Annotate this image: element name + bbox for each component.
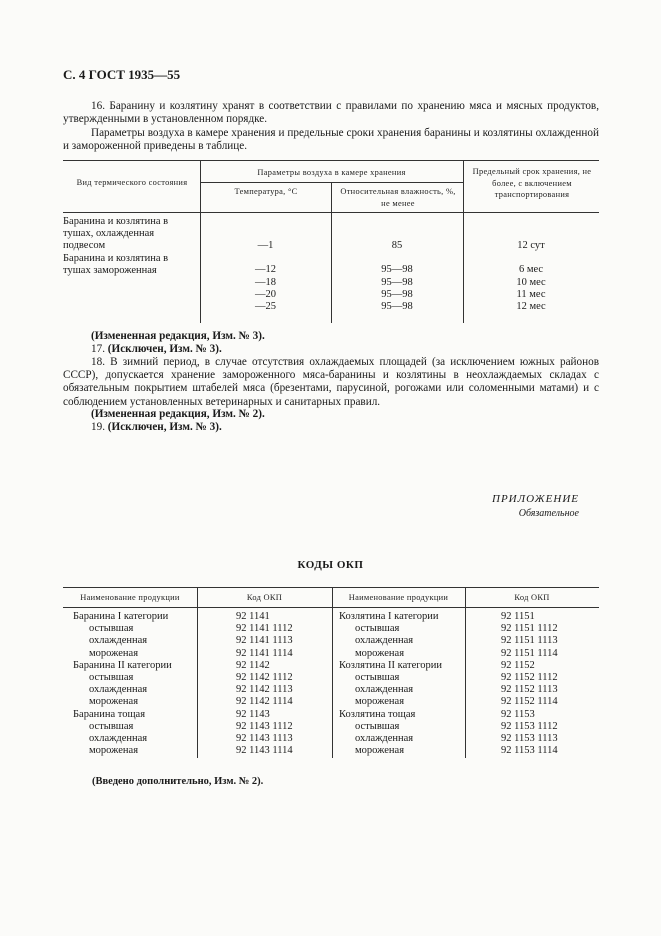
product-name: мороженая bbox=[355, 647, 405, 659]
page-header: С. 4 ГОСТ 1935—55 bbox=[63, 67, 181, 82]
product-name: остывшая bbox=[355, 623, 400, 635]
term-column bbox=[463, 240, 599, 313]
amendment-note-3: (Измененная редакция, Изм. № 3). bbox=[91, 330, 265, 342]
row-frozen-name: Баранина и козлятина в тушах замороженная bbox=[63, 253, 169, 277]
okp-left-codes bbox=[236, 611, 332, 757]
okp-code: 92 1143 bbox=[236, 708, 270, 720]
paragraph-17 bbox=[63, 343, 599, 356]
header-humidity: Относительная влажность, %, не менее bbox=[340, 187, 456, 208]
product-name: Баранина II категории bbox=[73, 659, 172, 671]
product-name: охлажденная bbox=[89, 684, 148, 696]
okp-code: 92 1143 1114 bbox=[236, 745, 293, 757]
temperature-value: —25 bbox=[255, 300, 276, 312]
product-name: остывшая bbox=[355, 671, 400, 683]
okp-code: 92 1151 1112 bbox=[501, 623, 558, 635]
header-thermal-state: Вид термического состояния bbox=[76, 178, 188, 187]
product-name: остывшая bbox=[89, 623, 134, 635]
okp-code: 92 1153 1114 bbox=[501, 745, 558, 757]
okp-code: 92 1141 1114 bbox=[236, 647, 293, 659]
product-name: Козлятина II категории bbox=[339, 659, 443, 671]
appendix-title: ПРИЛОЖЕНИЕ bbox=[492, 493, 579, 505]
product-name: охлажденная bbox=[89, 732, 148, 744]
okp-code: 92 1153 1113 bbox=[501, 732, 558, 744]
header-air-params: Параметры воздуха в камере хранения bbox=[257, 168, 406, 177]
okp-right-codes bbox=[501, 611, 599, 757]
okp-header-code-left: Код ОКП bbox=[246, 593, 283, 602]
product-name: мороженая bbox=[89, 647, 139, 659]
okp-header-name-right: Наименование продукции bbox=[348, 593, 449, 602]
term-value: 11 мес bbox=[516, 288, 546, 300]
product-name: остывшая bbox=[89, 671, 134, 683]
okp-code: 92 1152 bbox=[501, 659, 535, 671]
okp-code: 92 1152 1112 bbox=[501, 671, 558, 683]
humidity-value: 95—98 bbox=[381, 264, 413, 276]
paragraph-16: 16. Баранину и козлятину хранят в соответствии с правилами по хранению мяса и мясных продуктов, утвержденными в установленном порядке. bbox=[63, 100, 599, 126]
term-value: 12 сут bbox=[517, 240, 545, 251]
term-value: 12 мес bbox=[516, 300, 546, 312]
paragraph-17-text: (Исключен, Изм. № 3). bbox=[107, 343, 222, 355]
product-name: охлажденная bbox=[355, 684, 414, 696]
okp-code: 92 1141 1112 bbox=[236, 623, 293, 635]
okp-right-names bbox=[339, 611, 465, 757]
humidity-value bbox=[331, 252, 463, 264]
okp-code: 92 1151 1113 bbox=[501, 635, 558, 647]
term-value bbox=[463, 252, 599, 264]
header-storage-term: Предельный срок хранения, не более, с включением транспортирования bbox=[472, 167, 592, 199]
okp-code: 92 1143 1113 bbox=[236, 732, 293, 744]
paragraph-18: 18. В зимний период, в случае отсутствия охлаждаемых площадей (за исключением южных районов СССР), допускается хранение замороженного мяса-баранины и козлятины в неохлаждаемых складах с обязательным покрытием штабелей мяса (брезентами, парусиной, рогожами или соломенными матами) и с соблюдением установленных ветеринарных и санитарных правил. bbox=[63, 356, 599, 408]
okp-left-names bbox=[73, 611, 197, 757]
humidity-value: 95—98 bbox=[381, 288, 413, 300]
okp-code: 92 1141 bbox=[236, 611, 270, 622]
okp-code: 92 1153 bbox=[501, 708, 535, 720]
okp-code: 92 1142 1112 bbox=[236, 671, 293, 683]
paragraph-17-number: 17. bbox=[91, 343, 105, 355]
okp-code: 92 1142 1113 bbox=[236, 684, 293, 696]
product-name: охлажденная bbox=[89, 635, 148, 647]
product-name: мороженая bbox=[89, 745, 139, 757]
paragraph-16-params: Параметры воздуха в камере хранения и предельные сроки хранения баранины и козлятины охлажденной и замороженной приведены в таблице. bbox=[63, 127, 599, 153]
okp-header-code-right: Код ОКП bbox=[514, 593, 550, 602]
product-name: остывшая bbox=[89, 720, 134, 732]
term-value: 6 мес bbox=[518, 264, 544, 276]
paragraph-19 bbox=[63, 421, 599, 434]
product-name: мороженая bbox=[89, 696, 139, 708]
product-name: Баранина тощая bbox=[73, 708, 146, 720]
product-name: охлажденная bbox=[355, 635, 414, 647]
okp-code: 92 1141 1113 bbox=[236, 635, 293, 647]
okp-code: 92 1143 1112 bbox=[236, 720, 293, 732]
amendment-note-2: (Измененная редакция, Изм. № 2). bbox=[91, 408, 265, 420]
footnote-amendment: (Введено дополнительно, Изм. № 2). bbox=[92, 776, 264, 787]
okp-code: 92 1142 1114 bbox=[236, 696, 293, 708]
paragraph-19-text: (Исключен, Изм. № 3). bbox=[107, 421, 222, 433]
humidity-value: 85 bbox=[391, 240, 403, 251]
okp-code: 92 1151 1114 bbox=[501, 647, 558, 659]
okp-header-name-left: Наименование продукции bbox=[80, 593, 180, 602]
temperature-value bbox=[200, 252, 331, 264]
okp-code: 92 1152 1113 bbox=[501, 684, 558, 696]
okp-code: 92 1153 1112 bbox=[501, 720, 558, 732]
okp-code: 92 1152 1114 bbox=[501, 696, 558, 708]
product-name: Козлятина I категории bbox=[339, 611, 439, 622]
header-temperature: Температура, °С bbox=[234, 187, 298, 196]
temperature-value: —18 bbox=[255, 276, 276, 288]
row-chilled-name: Баранина и козлятина в тушах, охлажденная подвесом bbox=[63, 216, 169, 252]
temperature-value: —20 bbox=[255, 288, 276, 300]
paragraph-19-number: 19. bbox=[91, 421, 105, 433]
temperature-column bbox=[200, 240, 331, 313]
humidity-value: 95—98 bbox=[381, 300, 413, 312]
product-name: мороженая bbox=[355, 745, 405, 757]
product-name: остывшая bbox=[355, 720, 400, 732]
temperature-value: —1 bbox=[257, 240, 274, 251]
okp-title: КОДЫ ОКП bbox=[297, 559, 364, 571]
product-name: охлажденная bbox=[355, 732, 414, 744]
appendix-subtitle: Обязательное bbox=[518, 508, 579, 519]
humidity-value: 95—98 bbox=[381, 276, 413, 288]
product-name: мороженая bbox=[355, 696, 405, 708]
term-value: 10 мес bbox=[516, 276, 546, 288]
product-name: Козлятина тощая bbox=[339, 708, 416, 720]
temperature-value: —12 bbox=[255, 264, 276, 276]
okp-code: 92 1151 bbox=[501, 611, 535, 622]
okp-code: 92 1142 bbox=[236, 659, 270, 671]
product-name: Баранина I категории bbox=[73, 611, 169, 622]
humidity-column bbox=[331, 240, 463, 313]
